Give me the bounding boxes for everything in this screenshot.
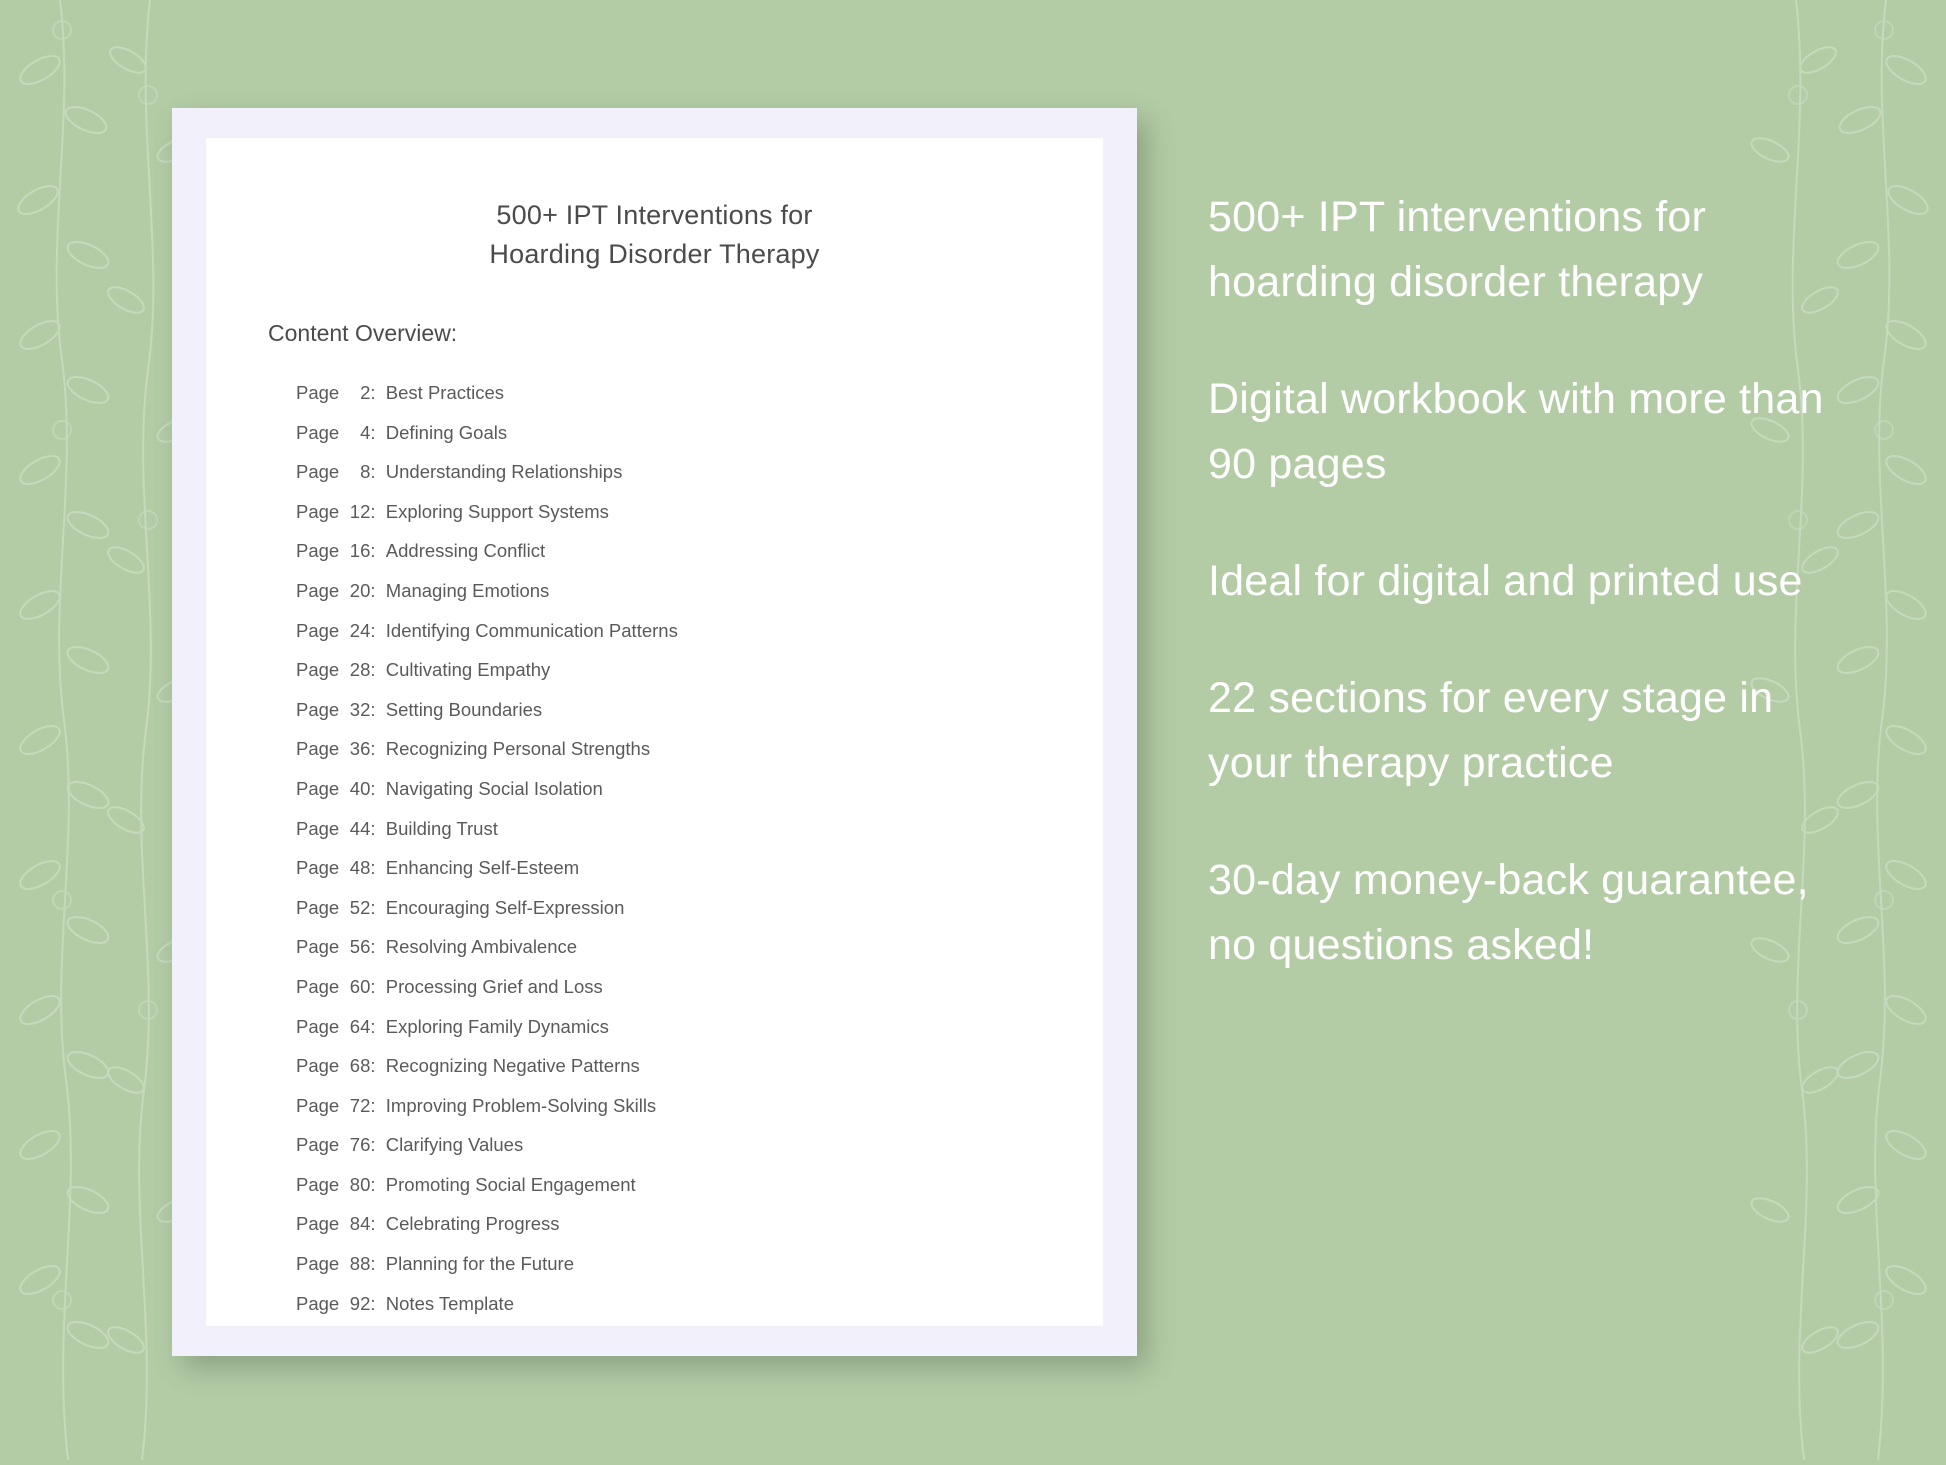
toc-page-label: Page: [296, 738, 340, 760]
toc-row: Page 80: Promoting Social Engagement: [296, 1165, 1103, 1205]
toc-page-title: Identifying Communication Patterns: [385, 619, 678, 641]
toc-page-label: Page: [296, 936, 340, 958]
toc-page-number: 36: [349, 738, 371, 760]
toc-page-title: Cultivating Empathy: [385, 659, 551, 681]
toc-row: Page 16: Addressing Conflict: [296, 531, 1103, 571]
toc-page-label: Page: [296, 1134, 340, 1156]
toc-page-number: 56: [349, 936, 371, 958]
toc-row: Page 64: Exploring Family Dynamics: [296, 1007, 1103, 1047]
toc-page-label: Page: [296, 975, 340, 997]
marketing-bullet: Digital workbook with more than 90 pages: [1208, 375, 1824, 488]
toc-page-number: 2: [360, 382, 371, 403]
toc-row: Page 48: Enhancing Self-Esteem: [296, 848, 1103, 888]
marketing-bullet: 22 sections for every stage in your therapy practice: [1208, 674, 1774, 787]
toc-page-label: Page: [296, 461, 340, 483]
toc-page-label: Page: [296, 540, 340, 562]
toc-row: Page 56: Resolving Ambivalence: [296, 927, 1103, 967]
toc-page-title: Building Trust: [385, 817, 498, 839]
toc-page-number: 20: [349, 579, 371, 601]
toc-page-label: Page: [296, 500, 340, 522]
toc-row: Page 24: Identifying Communication Patterns: [296, 611, 1103, 651]
toc-page-label: Page: [296, 1055, 340, 1077]
toc-page-number: 24: [349, 619, 371, 641]
toc-page-number: 60: [349, 975, 371, 997]
toc-row: Page 36: Recognizing Personal Strengths: [296, 729, 1103, 769]
toc-page-title: Enhancing Self-Esteem: [385, 857, 580, 879]
toc-page-label: Page: [296, 1292, 340, 1314]
page-title: [206, 138, 1103, 274]
toc-page-title: Planning for the Future: [385, 1253, 574, 1275]
toc-page-label: Page: [296, 421, 340, 443]
toc-page-number: 92: [349, 1292, 371, 1314]
toc-page-number: 76: [349, 1134, 371, 1156]
toc-page-number: 8: [360, 461, 371, 483]
toc-page-number: 44: [349, 817, 371, 839]
toc-page-title: Resolving Ambivalence: [385, 936, 578, 958]
toc-page-title: Encouraging Self-Expression: [385, 896, 625, 918]
toc-page-title: Processing Grief and Loss: [385, 975, 603, 997]
toc-page-number: 32: [349, 698, 371, 720]
toc-page-label: Page: [296, 659, 340, 681]
toc-page-number: 40: [349, 777, 371, 799]
toc-row: Page 44: Building Trust: [296, 809, 1103, 849]
toc-page-title: Recognizing Negative Patterns: [385, 1055, 640, 1077]
toc-page-title: Understanding Relationships: [385, 461, 623, 483]
toc-row: Page 28: Cultivating Empathy: [296, 650, 1103, 690]
toc-page-title: Best Practices: [385, 382, 505, 403]
toc-row: Page 92: Notes Template: [296, 1284, 1103, 1324]
toc-page-title: Exploring Family Dynamics: [385, 1015, 609, 1037]
toc-row: Page 2: Best Practices: [296, 373, 1103, 413]
toc-row: Page 68: Recognizing Negative Patterns: [296, 1046, 1103, 1086]
toc-row: Page 4: Defining Goals: [296, 413, 1103, 453]
toc-page-number: 80: [349, 1173, 371, 1195]
toc-page-label: Page: [296, 579, 340, 601]
toc-row: Page 84: Celebrating Progress: [296, 1204, 1103, 1244]
toc-row: Page 52: Encouraging Self-Expression: [296, 888, 1103, 928]
toc-page-label: Page: [296, 1094, 340, 1116]
toc-page-title: Celebrating Progress: [385, 1213, 560, 1235]
toc-page-title: Managing Emotions: [385, 579, 550, 601]
toc-page-title: Promoting Social Engagement: [385, 1173, 636, 1195]
toc-page-number: 64: [349, 1015, 371, 1037]
toc-page-label: Page: [296, 777, 340, 799]
toc-row: Page 8: Understanding Relationships: [296, 452, 1103, 492]
toc-page-label: Page: [296, 698, 340, 720]
toc-page-number: 68: [349, 1055, 371, 1077]
marketing-bullet: 30-day money-back guarantee, no questions asked!: [1208, 856, 1809, 969]
toc-page-label: Page: [296, 817, 340, 839]
toc-page-number: 72: [349, 1094, 371, 1116]
toc-page-label: Page: [296, 1213, 340, 1235]
toc-page-title: Notes Template: [385, 1292, 514, 1314]
toc-page-label: Page: [296, 1173, 340, 1195]
toc-row: Page 60: Processing Grief and Loss: [296, 967, 1103, 1007]
toc-page-label: Page: [296, 896, 340, 918]
toc-page-title: Clarifying Values: [385, 1134, 524, 1156]
document-preview: [172, 108, 1137, 1356]
toc-page-number: 52: [349, 896, 371, 918]
toc-page-title: Setting Boundaries: [385, 698, 543, 720]
toc-page-title: Improving Problem-Solving Skills: [385, 1094, 657, 1116]
toc-page-title: Recognizing Personal Strengths: [385, 738, 651, 760]
toc-page-number: 48: [349, 857, 371, 879]
marketing-bullet: 500+ IPT interventions for hoarding disorder therapy: [1208, 193, 1706, 306]
toc-row: Page 12: Exploring Support Systems: [296, 492, 1103, 532]
toc-page-number: 4: [360, 421, 371, 443]
toc-row: Page 40: Navigating Social Isolation: [296, 769, 1103, 809]
toc-page-label: Page: [296, 382, 340, 403]
marketing-bullets: [1208, 185, 1828, 978]
toc-page-number: 84: [349, 1213, 371, 1235]
document-page: [206, 138, 1103, 1326]
table-of-contents: [206, 347, 1103, 1323]
toc-page-label: Page: [296, 1253, 340, 1275]
toc-page-title: Exploring Support Systems: [385, 500, 609, 522]
toc-row: Page 32: Setting Boundaries: [296, 690, 1103, 730]
toc-row: Page 88: Planning for the Future: [296, 1244, 1103, 1284]
toc-row: Page 72: Improving Problem-Solving Skills: [296, 1086, 1103, 1126]
page-title-line-2: Hoarding Disorder Therapy: [489, 239, 820, 269]
toc-row: Page 20: Managing Emotions: [296, 571, 1103, 611]
marketing-bullet: Ideal for digital and printed use: [1208, 557, 1803, 605]
toc-page-label: Page: [296, 619, 340, 641]
content-overview-label: Content Overview:: [268, 320, 458, 346]
toc-page-title: Navigating Social Isolation: [385, 777, 603, 799]
toc-page-title: Addressing Conflict: [385, 540, 546, 562]
toc-page-label: Page: [296, 1015, 340, 1037]
toc-page-label: Page: [296, 857, 340, 879]
page-title-line-1: 500+ IPT Interventions for: [496, 200, 813, 230]
toc-page-number: 12: [349, 500, 371, 522]
toc-page-number: 16: [349, 540, 371, 562]
toc-page-title: Defining Goals: [385, 421, 508, 443]
toc-row: Page 76: Clarifying Values: [296, 1125, 1103, 1165]
toc-page-number: 28: [349, 659, 371, 681]
toc-page-number: 88: [349, 1253, 371, 1275]
